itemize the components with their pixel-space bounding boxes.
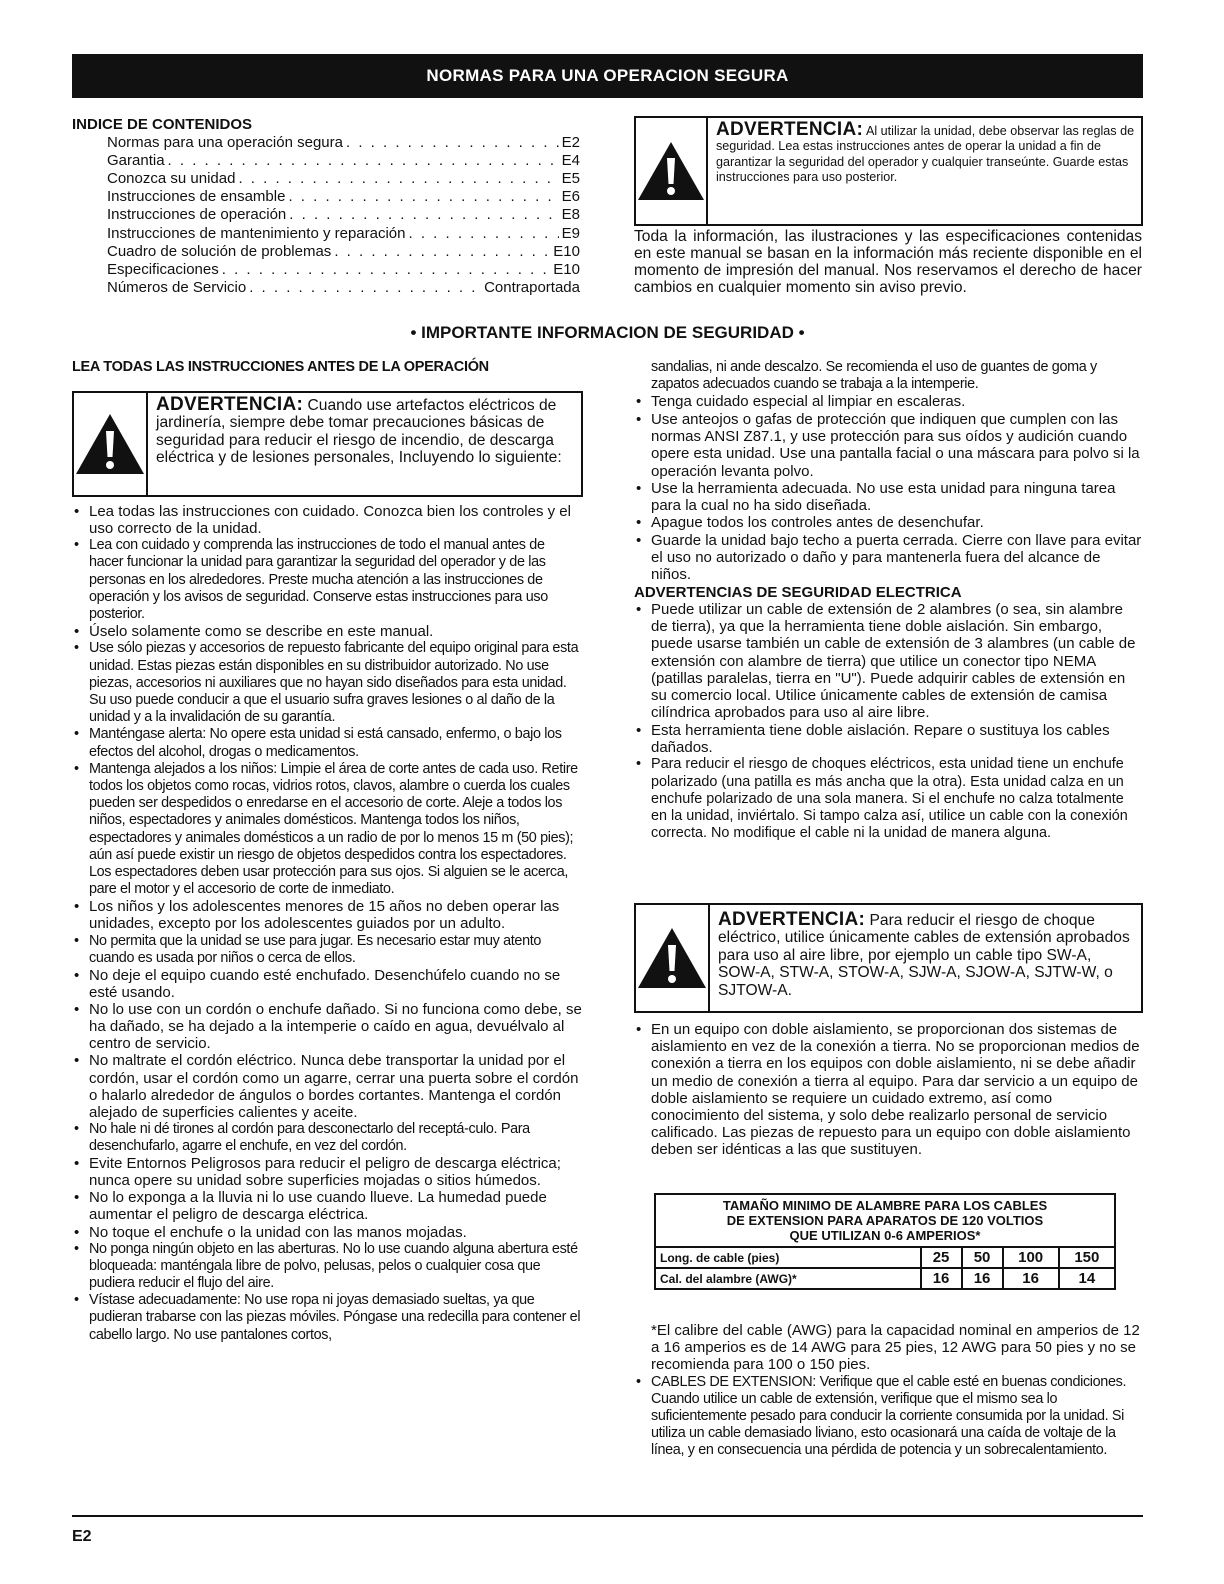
list-item: • Lea con cuidado y comprenda las instrucciones de todo el manual antes de hacer funcionar la unidad para garantizar la seguridad del operador y de las personas en los alrededores. Preste mucha atención a las instrucciones de operación y los avisos de seguridad. Conserve estas instrucciones para uso posterior. (72, 537, 582, 623)
list-item: • Use sólo piezas y accesorios de repuesto fabricante del equipo original para esta unidad. Estas piezas están disponibles en su distribuidor autorizado. No use piezas, accesorios ni auxiliares que no hayan sido diseñados para esta unidad. Su uso puede conducir a que el usuario sufra graves lesiones o al daño de la unidad y a la invalidación de su garantía. (72, 640, 582, 726)
right-bullet-list (634, 393, 1142, 583)
list-item: • Para reducir el riesgo de choques eléctricos, esta unidad tiene un enchufe polarizado (una patilla es más ancha que la otra). Esta unidad calza en un enchufe polarizado de una sola manera. Si el enchufe no calza totalmente en la unidad, inviértalo. Si tampo calza así, utilice un cable con la conexión correcta. No modifique el cable ni la unidad de manera alguna. (634, 756, 1142, 842)
page-banner (72, 54, 1143, 98)
toc-item[interactable]: Cuadro de solución de problemas . . . E10 (72, 243, 580, 261)
toc-item[interactable]: Normas para una operación segura . . . E2 (72, 134, 580, 152)
list-item: • No maltrate el cordón eléctrico. Nunca debe transportar la unidad por el cordón, usar el cordón como un agarre, cerrar una puerta sobre el cordón o halarlo alrededor de ángulos o bordes cortantes. Mantenga el cordón alejado de superficies calientes y aceite. (72, 1052, 582, 1120)
left-subheading: LEA TODAS LAS INSTRUCCIONES ANTES DE LA OPERACIÓN (72, 359, 489, 375)
warning-triangle-cell (636, 118, 708, 224)
warning-triangle-icon (74, 412, 146, 476)
toc-item[interactable]: Números de Servicio . . . Contraportada (72, 279, 580, 297)
warning-triangle-cell (636, 905, 710, 1011)
table-cell: 100 (1003, 1247, 1059, 1268)
toc-item[interactable]: Especificaciones . . . E10 (72, 261, 580, 279)
list-item: • Úselo solamente como se describe en este manual. (72, 623, 582, 640)
table-row (655, 1268, 1115, 1289)
wire-size-table (654, 1193, 1116, 1290)
list-item: • Use la herramienta adecuada. No use esta unidad para ninguna tarea para la cual no ha sido diseñada. (634, 480, 1142, 515)
table-cell: 14 (1059, 1268, 1115, 1289)
left-bullet-list (72, 503, 582, 1344)
list-item: • Lea todas las instrucciones con cuidado. Conozca bien los controles y el uso correcto de la unidad. (72, 503, 582, 537)
table-cell: 25 (921, 1247, 962, 1268)
list-item: • CABLES DE EXTENSION: Verifique que el cable esté en buenas condiciones. Cuando utilice un cable de extensión, verifique que el mismo sea lo suficientemente pesado para conducir la corriente consumida por la unidad. Si utiliza un cable demasiado liviano, esto ocasionará una caída de voltaje de la línea, y en consecuencia una pérdida de potencia y un sobrecalentamiento. (634, 1374, 1142, 1460)
table-cell: 50 (962, 1247, 1003, 1268)
list-item: • No toque el enchufe o la unidad con las manos mojadas. (72, 1224, 582, 1241)
warning-heading: ADVERTENCIA: (156, 394, 304, 415)
extension-cable-list (634, 1374, 1142, 1460)
warning-heading: ADVERTENCIA: (718, 909, 866, 930)
list-item: • Apague todos los controles antes de desenchufar. (634, 514, 1142, 531)
table-cell: 16 (962, 1268, 1003, 1289)
list-item: • No lo use con un cordón o enchufe dañado. Si no funciona como debe, se ha dañado, se ha dejado a la intemperie o caído en agua, devuélvalo al centro de servicio. (72, 1001, 582, 1052)
warning-text: Al utilizar la unidad, debe observar las reglas de seguridad. Lea estas instrucciones antes de operar la unidad a fin de garantizar la seguridad del operador y cualquier transeúnte. Guarde estas instrucciones para uso posterior. (716, 124, 1135, 185)
electrical-heading: ADVERTENCIAS DE SEGURIDAD ELECTRICA (634, 583, 962, 601)
continuation-text: sandalias, ni ande descalzo. Se recomienda el uso de guantes de goma y zapatos adecuados cuando se trabaja a la intemperie. (651, 359, 1097, 393)
double-insulation-list (634, 1021, 1142, 1159)
list-item: • Vístase adecuadamente: No use ropa ni joyas demasiado sueltas, ya que pudieran trabarse con las piezas móviles. Póngase una redecilla para contener el cabello largo. No use pantalones cortos, (72, 1292, 582, 1344)
list-item: • Esta herramienta tiene doble aislación. Repare o sustituya los cables dañados. (634, 722, 1142, 757)
page-number: E2 (72, 1528, 92, 1545)
footer-divider (72, 1515, 1143, 1517)
banner-title: NORMAS PARA UNA OPERACION SEGURA (426, 66, 789, 85)
toc-title: INDICE DE CONTENIDOS (72, 116, 253, 133)
list-item: • No hale ni dé tirones al cordón para desconectarlo del receptá-culo. Para desenchufarlo, agarre el enchufe, en vez del cordón. (72, 1121, 582, 1155)
list-item: • Mantenga alejados a los niños: Limpie el área de corte antes de cada uso. Retire todos los objetos como rocas, vidrios rotos, clavos, alambre o cuerda los cuales pueden ser despedidos o enredarse en el accesorio de corte. Aleje a todos los niños, espectadores y animales domésticos. Mantenga todos los niños, espectadores y animales domésticos a un radio de por lo menos 15 m (50 pies); aún así puede existir un riesgo de objetos despedidos contra los espectadores. Los espectadores deben usar protección para sus ojos. Si alguien se le acerca, pare el motor y el accesorio de corte de inmediato. (72, 761, 582, 899)
right-column-top (634, 359, 1142, 842)
table-of-contents (72, 116, 580, 297)
table-cell: 150 (1059, 1247, 1115, 1268)
toc-item[interactable]: Conozca su unidad . . . E5 (72, 170, 580, 188)
table-title: TAMAÑO MINIMO DE ALAMBRE PARA LOS CABLES DE EXTENSION PARA APARATOS DE 120 VOLTIOS QUE UTILIZAN 0-6 AMPERIOS* (655, 1194, 1115, 1247)
toc-item[interactable]: Garantia . . . E4 (72, 152, 580, 170)
list-item: • No lo exponga a la lluvia ni lo use cuando llueve. La humedad puede aumentar el peligro de descarga eléctrica. (72, 1189, 582, 1223)
list-item: • En un equipo con doble aislamiento, se proporcionan dos sistemas de aislamiento en vez de la conexión a tierra. No se proporcionan medios de conexión a tierra en los equipos con doble aislamiento, ni se debe añadir un medio de conexión a tierra al equipo. Para dar servicio a un equipo de doble aislamiento se requiere un cuidado extremo, así como conocimiento del sistema, y solo debe realizarlo personal de servicio calificado. Las piezas de repuesto para un equipo con doble aislamiento deben ser idénticas a las que sustituyen. (634, 1021, 1142, 1159)
list-item: • No permita que la unidad se use para jugar. Es necesario estar muy atento cuando es usada por niños o cerca de ellos. (72, 933, 582, 967)
list-item: • Evite Entornos Peligrosos para reducir el peligro de descarga eléctrica; nunca opere su unidad sobre superficies mojadas o sitios húmedos. (72, 1155, 582, 1189)
toc-item[interactable]: Instrucciones de ensamble . . . E6 (72, 188, 580, 206)
table-row-label: Cal. del alambre (AWG)* (655, 1268, 921, 1289)
warning-triangle-cell (74, 393, 148, 495)
list-item: • No deje el equipo cuando esté enchufado. Desenchúfelo cuando no se esté usando. (72, 967, 582, 1001)
warning-box-right (634, 903, 1143, 1013)
toc-item[interactable]: Instrucciones de operación . . . E8 (72, 206, 580, 224)
list-item: • Manténgase alerta: No opere esta unidad si está cansado, enfermo, o bajo los efectos del alcohol, drogas o medicamentos. (72, 726, 582, 760)
table-footnote: *El calibre del cable (AWG) para la capacidad nominal en amperios de 12 a 16 amperios es de 14 AWG para 25 pies, 12 AWG para 50 pies y no se recomienda para 100 o 150 pies. (651, 1322, 1140, 1374)
right-column-bottom (634, 1322, 1142, 1460)
electrical-bullet-list (634, 601, 1142, 843)
list-item: • Los niños y los adolescentes menores de 15 años no deben operar las unidades, excepto por los adolescentes guiados por un adulto. (72, 898, 582, 932)
section-title: • IMPORTANTE INFORMACION DE SEGURIDAD • (410, 323, 805, 342)
warning-box-top (634, 116, 1143, 226)
warning-triangle-icon (636, 926, 708, 990)
table-cell: 16 (1003, 1268, 1059, 1289)
table-cell: 16 (921, 1268, 962, 1289)
warning-text: Para reducir el riesgo de choque eléctrico, utilice únicamente cables de extensión aprobados para uso al aire libre, por ejemplo un cable tipo SW-A, SOW-A, STW-A, STOW-A, SJW-A, SJOW-A, SJTW-W, o SJTOW-A. (718, 912, 1130, 999)
warning-box-left (72, 391, 583, 497)
warning-triangle-icon (636, 140, 706, 202)
warning-heading: ADVERTENCIA: (716, 119, 864, 140)
list-item: • Guarde la unidad bajo techo a puerta cerrada. Cierre con llave para evitar el uso no autorizado o daño y para mantenerla fuera del alcance de niños. (634, 532, 1142, 584)
toc-item[interactable]: Instrucciones de mantenimiento y reparación . . . E9 (72, 225, 580, 243)
list-item: • Tenga cuidado especial al limpiar en escaleras. (634, 393, 1142, 410)
table-row (655, 1247, 1115, 1268)
warning-text: Cuando use artefactos eléctricos de jardinería, siempre debe tomar precauciones básicas de seguridad para reducir el riesgo de incendio, de descarga eléctrica y de lesiones personales, Incluyendo lo siguiente: (156, 397, 562, 467)
list-item: • No ponga ningún objeto en las aberturas. No lo use cuando alguna abertura esté bloqueada: manténgala libre de polvo, pelusas, pelos o cualquier cosa que pudiera reducir el flujo del aire. (72, 1241, 582, 1293)
list-item: • Use anteojos o gafas de protección que indiquen que cumplen con las normas ANSI Z87.1, y use protección para sus oídos y audición cuando opere esta unidad. Use una pantalla facial o una máscara para polvo si la operación levanta polvo. (634, 411, 1142, 480)
table-row-label: Long. de cable (pies) (655, 1247, 921, 1268)
list-item: • Puede utilizar un cable de extensión de 2 alambres (o sea, sin alambre de tierra), ya que la herramienta tiene doble aislación. Sin embargo, puede usarse también un cable de extensión de 3 alambres (un cable de extensión con alambre de tierra) que utilice un conector tipo NEMA (patillas paralelas, tierra en "U"). Puede adquirir cables de extensión en su comercio local. Utilice únicamente cables de extensión de camisa cilíndrica aprobados para uso al aire libre. (634, 601, 1142, 722)
intro-paragraph: Toda la información, las ilustraciones y las especificaciones contenidas en este manual se basan en la información más reciente disponible en el momento de impresión del manual. Nos reservamos el derecho de hacer cambios en cualquier momento sin aviso previo. (634, 228, 1142, 296)
